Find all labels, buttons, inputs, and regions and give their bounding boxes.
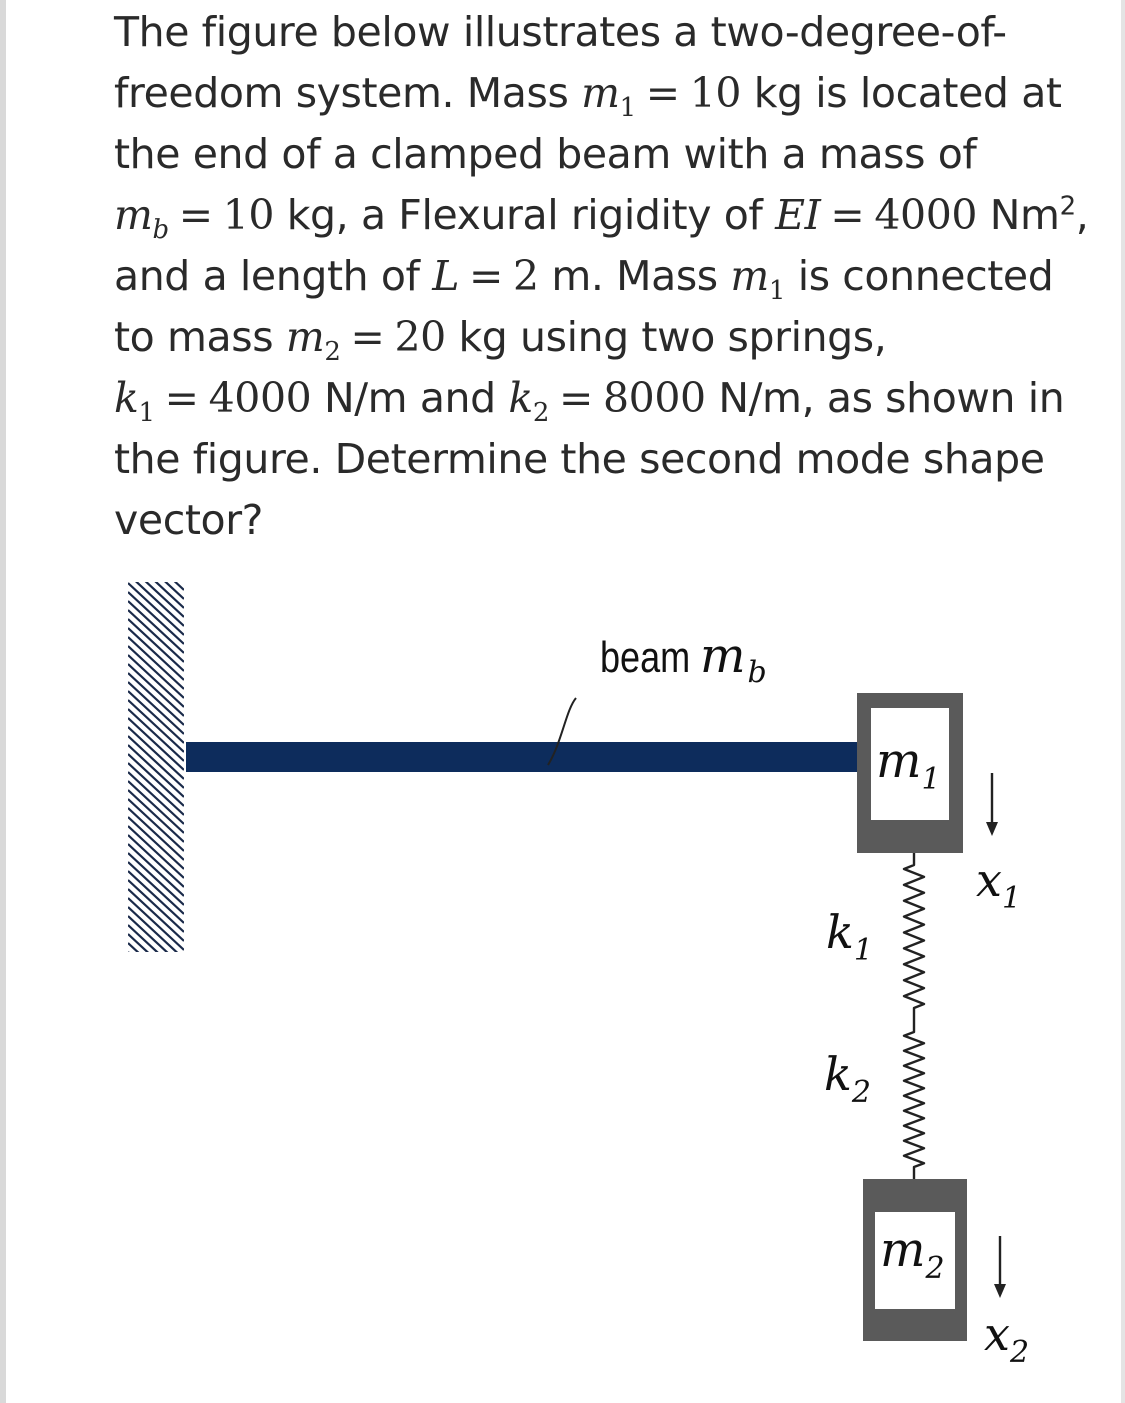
hatch-line <box>128 560 184 590</box>
hatch-line <box>128 952 184 1004</box>
spring-k1-label: $k_1$ <box>826 905 873 968</box>
spring-k2 <box>904 1020 924 1179</box>
hatch-line <box>128 961 184 1013</box>
beam-spring-mass-diagram <box>0 560 1125 1403</box>
beam-label: beam <box>600 632 691 682</box>
displacement-x2-label: $x_2$ <box>984 1307 1030 1370</box>
mass-m2 <box>863 1179 967 1341</box>
hatch-line <box>128 560 184 581</box>
displacement-x1-label: $x_1$ <box>976 853 1022 916</box>
beam-mass-symbol: $m_b$ <box>700 628 767 690</box>
svg-text:m1: $m_1$ <box>876 733 941 797</box>
problem-statement: The figure below illustrates a two-degree-of-freedom system. Mass $m_1 = 10$ kg is located at the end of a clamped beam with a mass of $m_b = 10$ kg, a Flexural rigidity of EI = 4000 Nm$^2$, and a length of L = 2 m. Mass $m_1$ is connected to mass $m_2 = 20$ kg using two springs, $k_1 = 4000$ N/m and $k_2 = 8000$ N/m, as shown in the figure. Determine the second mode shape vector? <box>114 8 1089 544</box>
spring-k1 <box>904 853 924 1020</box>
displacement-x2-arrow <box>994 1236 1006 1298</box>
svg-text:m2: $m_2$ <box>880 1222 945 1286</box>
hatch-line <box>128 560 184 599</box>
hatch-line <box>128 970 184 1022</box>
displacement-x1-arrow <box>986 773 998 836</box>
hatch-line <box>128 979 184 1031</box>
spring-k2-label: $k_2$ <box>824 1047 871 1110</box>
clamped-wall-hatching <box>128 560 184 1031</box>
beam <box>186 742 862 772</box>
hatch-line <box>128 560 184 572</box>
mass-m1 <box>857 693 963 853</box>
